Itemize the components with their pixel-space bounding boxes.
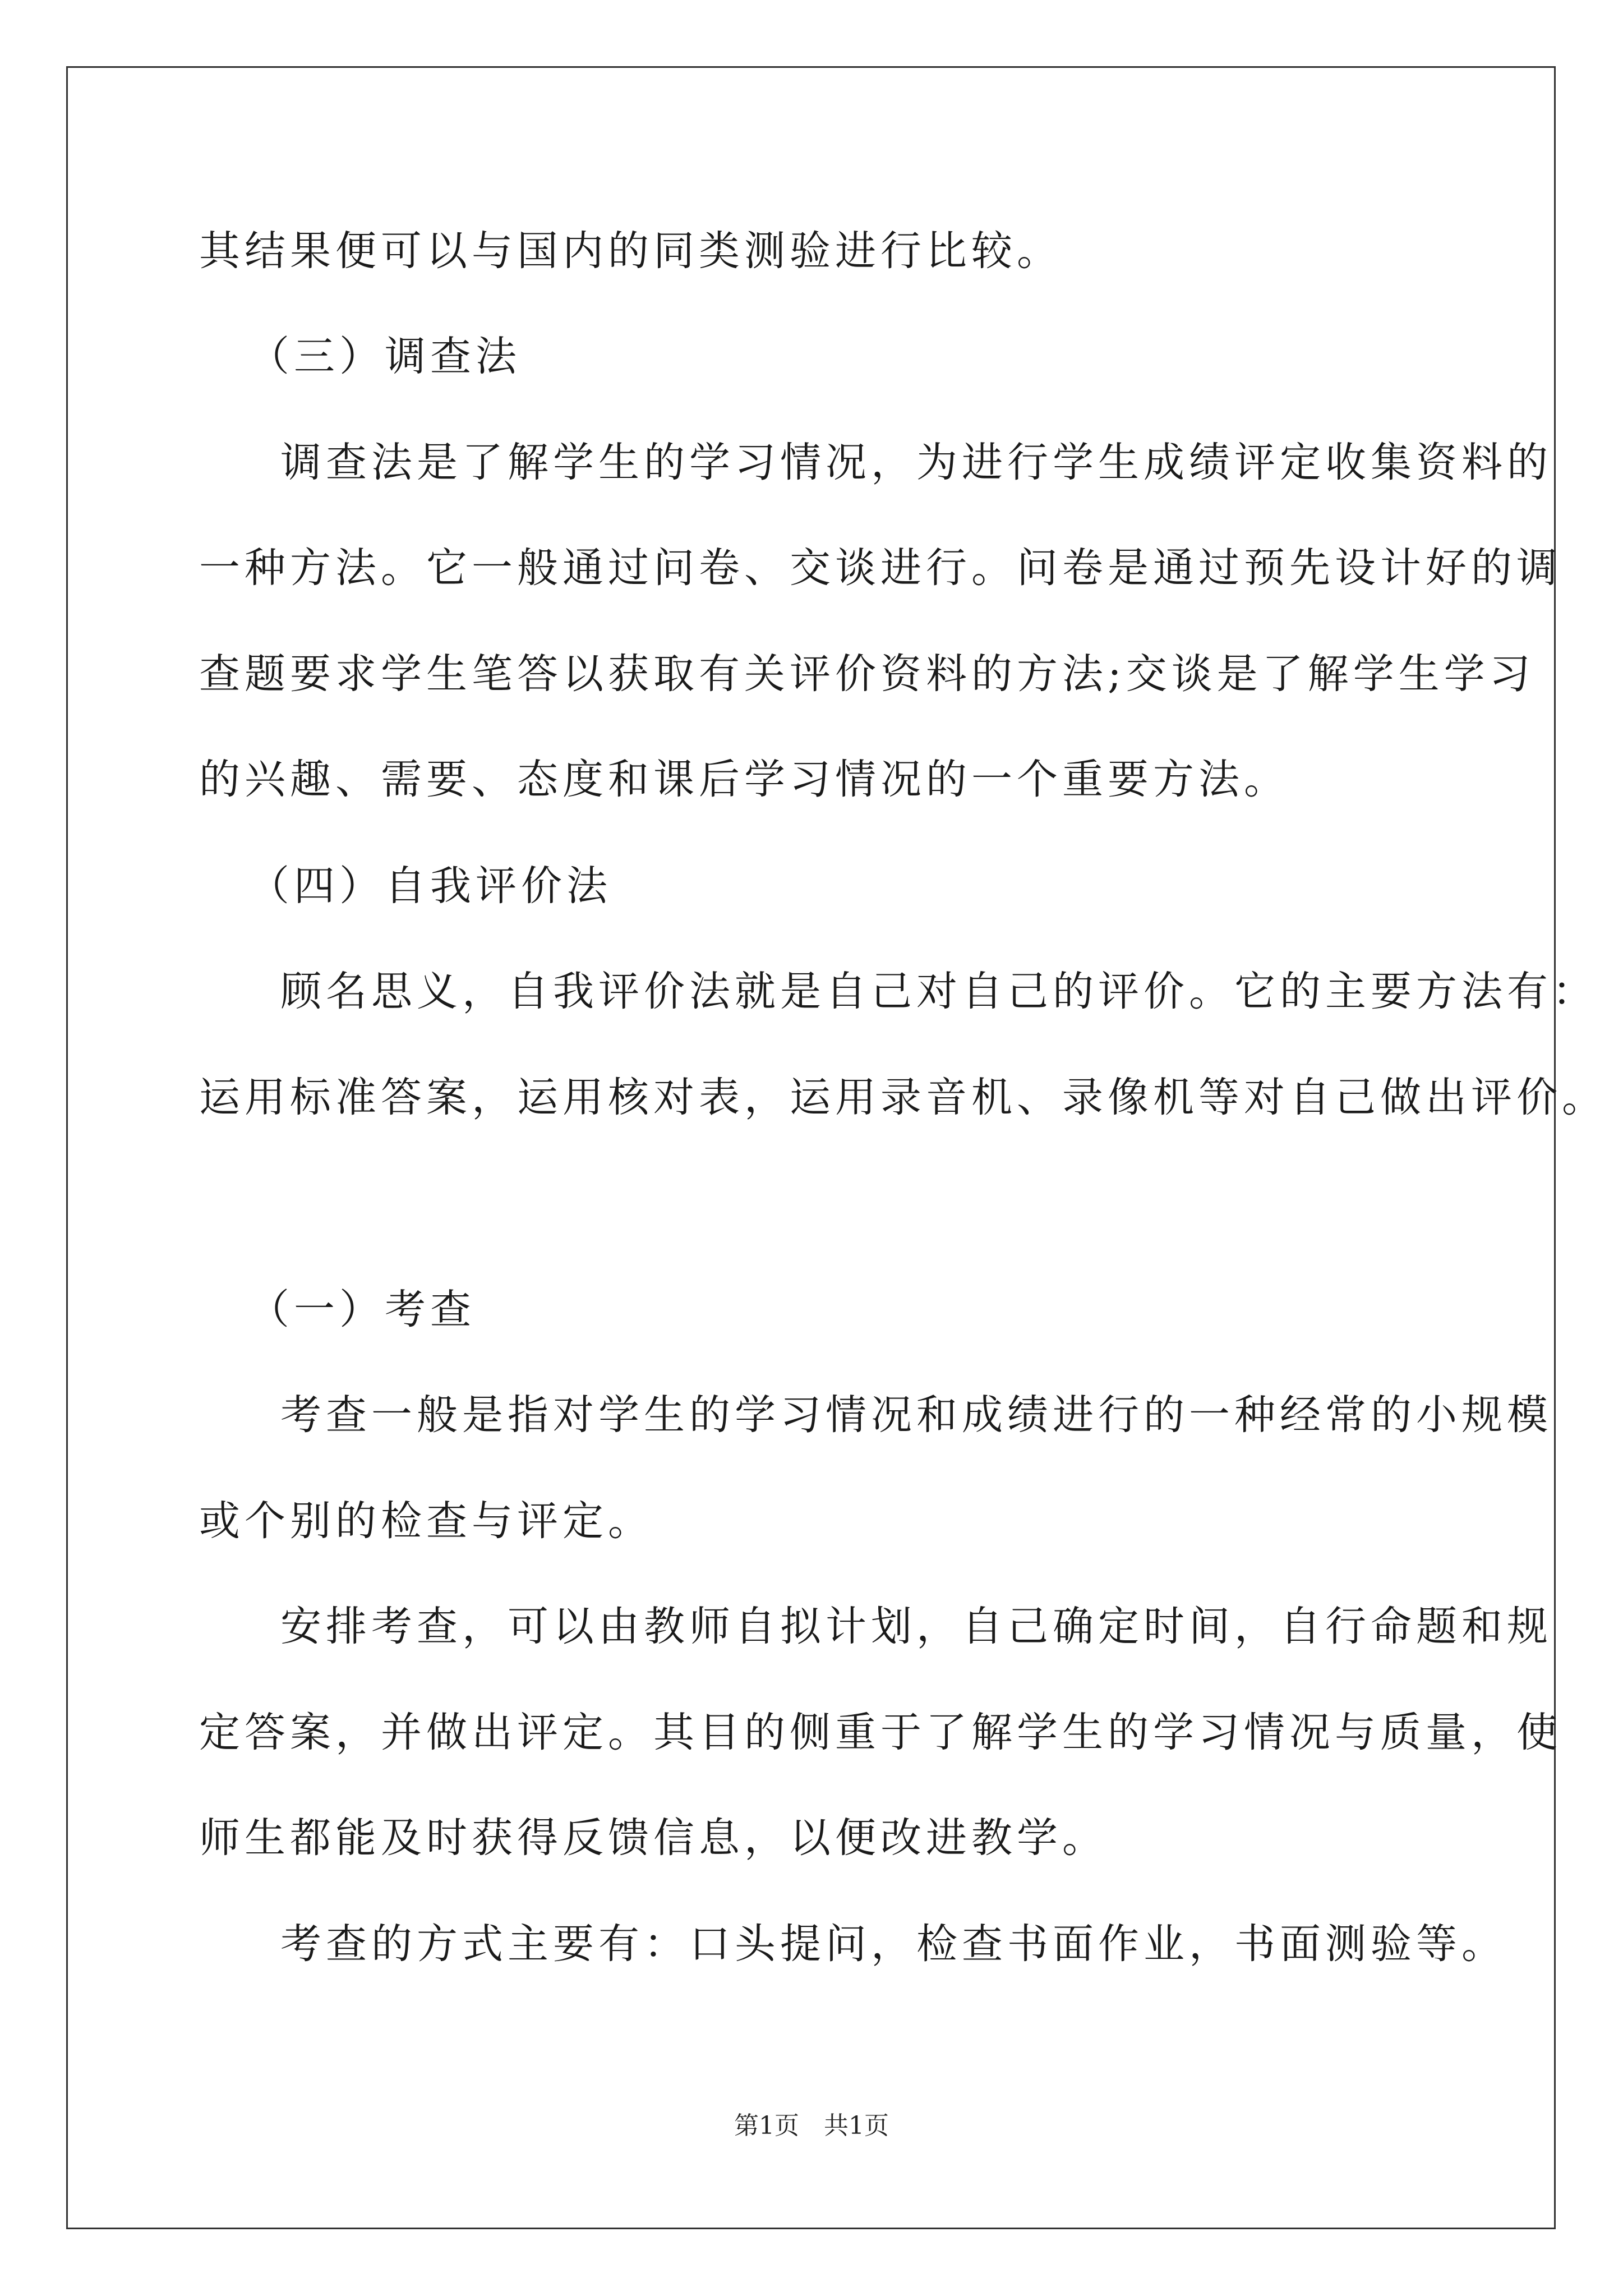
body-line-14: 定答案，并做出评定。其目的侧重于了解学生的学习情况与质量，使 (199, 1709, 1562, 1756)
body-line-5: 查题要求学生笔答以获取有关评价资料的方法;交谈是了解学生学习 (199, 650, 1535, 698)
body-line-15: 师生都能及时获得反馈信息，以便改进教学。 (199, 1814, 1108, 1862)
page-number-footer: 第1页 共1页 (734, 2111, 889, 2140)
section-heading-examination: （一）考查 (248, 1286, 476, 1333)
body-line-8: 顾名思义，自我评价法就是自己对自己的评价。它的主要方法有： (280, 968, 1598, 1015)
body-line-3: 调查法是了解学生的学习情况，为进行学生成绩评定收集资料的 (280, 439, 1552, 486)
body-line-12: 或个别的检查与评定。 (199, 1497, 653, 1545)
body-line-11: 考查一般是指对学生的学习情况和成绩进行的一种经常的小规模 (280, 1391, 1552, 1439)
section-heading-survey: （三）调查法 (248, 333, 521, 380)
section-heading-self-evaluation: （四）自我评价法 (248, 862, 612, 910)
body-line-6: 的兴趣、需要、态度和课后学习情况的一个重要方法。 (199, 756, 1289, 803)
body-line-16: 考查的方式主要有：口头提问，检查书面作业，书面测验等。 (280, 1920, 1507, 1968)
body-line-9: 运用标准答案，运用核对表，运用录音机、录像机等对自己做出评价。 (199, 1074, 1607, 1121)
body-line-4: 一种方法。它一般通过问卷、交谈进行。问卷是通过预先设计好的调 (199, 544, 1562, 592)
body-line-13: 安排考查，可以由教师自拟计划，自己确定时间，自行命题和规 (280, 1603, 1552, 1650)
body-line-1: 其结果便可以与国内的同类测验进行比较。 (199, 227, 1062, 275)
page-border (66, 66, 1556, 2229)
